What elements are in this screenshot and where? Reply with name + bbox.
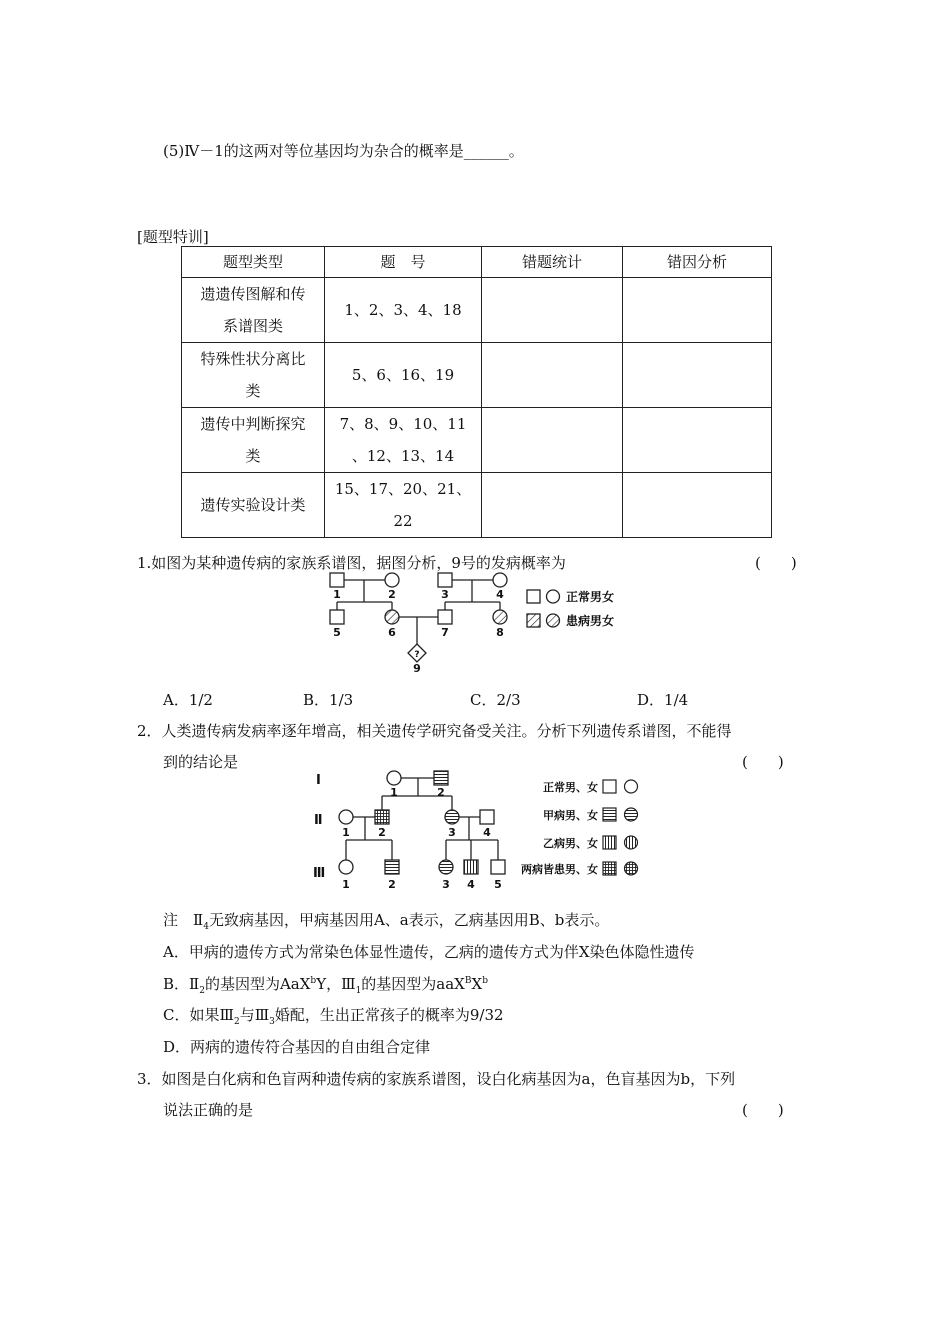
svg-text:3: 3 — [442, 878, 450, 891]
reason-cell[interactable] — [623, 343, 772, 408]
svg-text:1: 1 — [390, 786, 398, 799]
reason-cell[interactable] — [623, 473, 772, 538]
gen-label-III: Ⅲ — [313, 866, 326, 881]
reason-cell[interactable] — [623, 408, 772, 473]
q3-stem-line2: 说法正确的是 — [163, 1101, 254, 1119]
q1-female-8 — [493, 610, 507, 624]
svg-text:4: 4 — [467, 878, 475, 891]
wrong-count-cell[interactable] — [482, 343, 623, 408]
legend-a-female-icon — [625, 808, 638, 821]
q2-note: 注 $Ⅱ_4$无致病基因，甲病基因用A、a表示，乙病基因用B、b表示。 — [163, 911, 610, 932]
legend-both-male-icon — [603, 862, 616, 875]
type-cell: 遗传实验设计类 — [182, 473, 325, 538]
q1-option-d[interactable]: D．1/4 — [637, 691, 689, 709]
svg-text:1: 1 — [342, 826, 350, 839]
q1-male-3 — [438, 573, 452, 587]
label-1: 1 — [333, 588, 341, 601]
label-3: 3 — [441, 588, 449, 601]
q2-option-c[interactable]: C．如果$Ⅲ_2$与$Ⅲ_3$婚配，生出正常孩子的概率为9/32 — [163, 1006, 504, 1027]
q3-stem-line1: 3．如图是白化病和色盲两种遗传病的家族系谱图，设白化病基因为a，色盲基因为b，下列 — [137, 1070, 736, 1088]
header-cell: 题型类型 — [182, 247, 325, 278]
wrong-count-cell[interactable] — [482, 473, 623, 538]
svg-text:1: 1 — [342, 878, 350, 891]
legend-affected-male-icon — [527, 614, 540, 627]
label-2: 2 — [388, 588, 396, 601]
legend-normal-text: 正常男、女 — [543, 781, 598, 794]
type-cell: 遗传中判断探究 类 — [182, 408, 325, 473]
q2-pedigree-diagram — [310, 764, 650, 894]
q1-female-2 — [385, 573, 399, 587]
svg-text:5: 5 — [494, 878, 502, 891]
q1-option-c[interactable]: C．2/3 — [470, 691, 521, 709]
wrong-count-cell[interactable] — [482, 408, 623, 473]
legend-a-male-icon — [603, 808, 616, 821]
label-question: ? — [414, 650, 420, 660]
table-header-row — [182, 247, 772, 278]
legend-normal-female-icon — [625, 780, 638, 793]
reason-cell[interactable] — [623, 278, 772, 343]
q1-female-4 — [493, 573, 507, 587]
legend-disease-b-text: 乙病男、女 — [543, 837, 598, 850]
q1-answer-paren[interactable]: ( ) — [755, 554, 797, 572]
nums-cell: 15、17、20、21、 22 — [325, 473, 482, 538]
q1-male-5 — [330, 610, 344, 624]
q2-option-b[interactable]: B．$Ⅱ_2$的基因型为AaX$^b$Y，$Ⅲ_1$的基因型为$aaX^BX^b$ — [163, 975, 488, 996]
table-row — [182, 408, 772, 473]
q2-stem-line2: 到的结论是 — [163, 753, 239, 771]
nums-cell: 5、6、16、19 — [325, 343, 482, 408]
label-5: 5 — [333, 626, 341, 639]
table-row — [182, 343, 772, 408]
label-6: 6 — [388, 626, 396, 639]
q5-text: (5)Ⅳ－1的这两对等位基因均为杂合的概率是______。 — [163, 142, 524, 160]
header-cell: 题 号 — [325, 247, 482, 278]
type-cell: 遗遗传图解和传 系谱图类 — [182, 278, 325, 343]
nums-cell: 7、8、9、10、11 、12、13、14 — [325, 408, 482, 473]
header-cell: 错因分析 — [623, 247, 772, 278]
q1-male-7 — [438, 610, 452, 624]
legend-affected-female-icon — [547, 614, 560, 627]
q2-answer-paren[interactable]: ( ) — [742, 753, 784, 771]
label-8: 8 — [496, 626, 504, 639]
q2-option-a[interactable]: A．甲病的遗传方式为常染色体显性遗传，乙病的遗传方式为伴X染色体隐性遗传 — [163, 943, 695, 961]
legend-b-female-icon — [625, 836, 638, 849]
stats-table — [181, 246, 772, 538]
type-cell: 特殊性状分离比 类 — [182, 343, 325, 408]
legend-normal-male-icon — [527, 590, 540, 603]
q2-option-d[interactable]: D．两病的遗传符合基因的自由组合定律 — [163, 1038, 431, 1056]
header-cell: 错题统计 — [482, 247, 623, 278]
q2-stem-line1: 2．人类遗传病发病率逐年增高，相关遗传学研究备受关注。分析下列遗传系谱图，不能得 — [137, 722, 732, 740]
table-row — [182, 278, 772, 343]
q3-answer-paren[interactable]: ( ) — [742, 1101, 784, 1119]
nums-cell: 1、2、3、4、18 — [325, 278, 482, 343]
svg-text:4: 4 — [483, 826, 491, 839]
q1-pedigree-diagram — [320, 568, 640, 676]
q1-option-a[interactable]: A．1/2 — [163, 691, 213, 709]
legend-normal-male-icon — [603, 780, 616, 793]
legend-affected-text: 患病男女 — [566, 614, 615, 628]
q1-option-b[interactable]: B．1/3 — [303, 691, 354, 709]
legend-b-male-icon — [603, 836, 616, 849]
svg-text:2: 2 — [437, 786, 445, 799]
legend-both-text: 两病皆患男、女 — [521, 863, 598, 876]
q1-stem: 1.如图为某种遗传病的家族系谱图，据图分析，9号的发病概率为 — [137, 554, 566, 572]
gen-label-I: Ⅰ — [316, 773, 321, 788]
legend-normal-text: 正常男女 — [566, 590, 615, 604]
label-7: 7 — [441, 626, 449, 639]
q1-male-1 — [330, 573, 344, 587]
label-9: 9 — [413, 662, 421, 675]
gen-label-II: Ⅱ — [314, 813, 323, 828]
label-4: 4 — [496, 588, 504, 601]
legend-normal-female-icon — [547, 590, 560, 603]
table-row — [182, 473, 772, 538]
section-label: [题型特训] — [137, 228, 209, 246]
svg-text:2: 2 — [378, 826, 386, 839]
legend-both-female-icon — [625, 862, 638, 875]
svg-text:2: 2 — [388, 878, 396, 891]
legend-disease-a-text: 甲病男、女 — [543, 809, 598, 822]
q1-female-6 — [385, 610, 399, 624]
svg-text:3: 3 — [448, 826, 456, 839]
wrong-count-cell[interactable] — [482, 278, 623, 343]
